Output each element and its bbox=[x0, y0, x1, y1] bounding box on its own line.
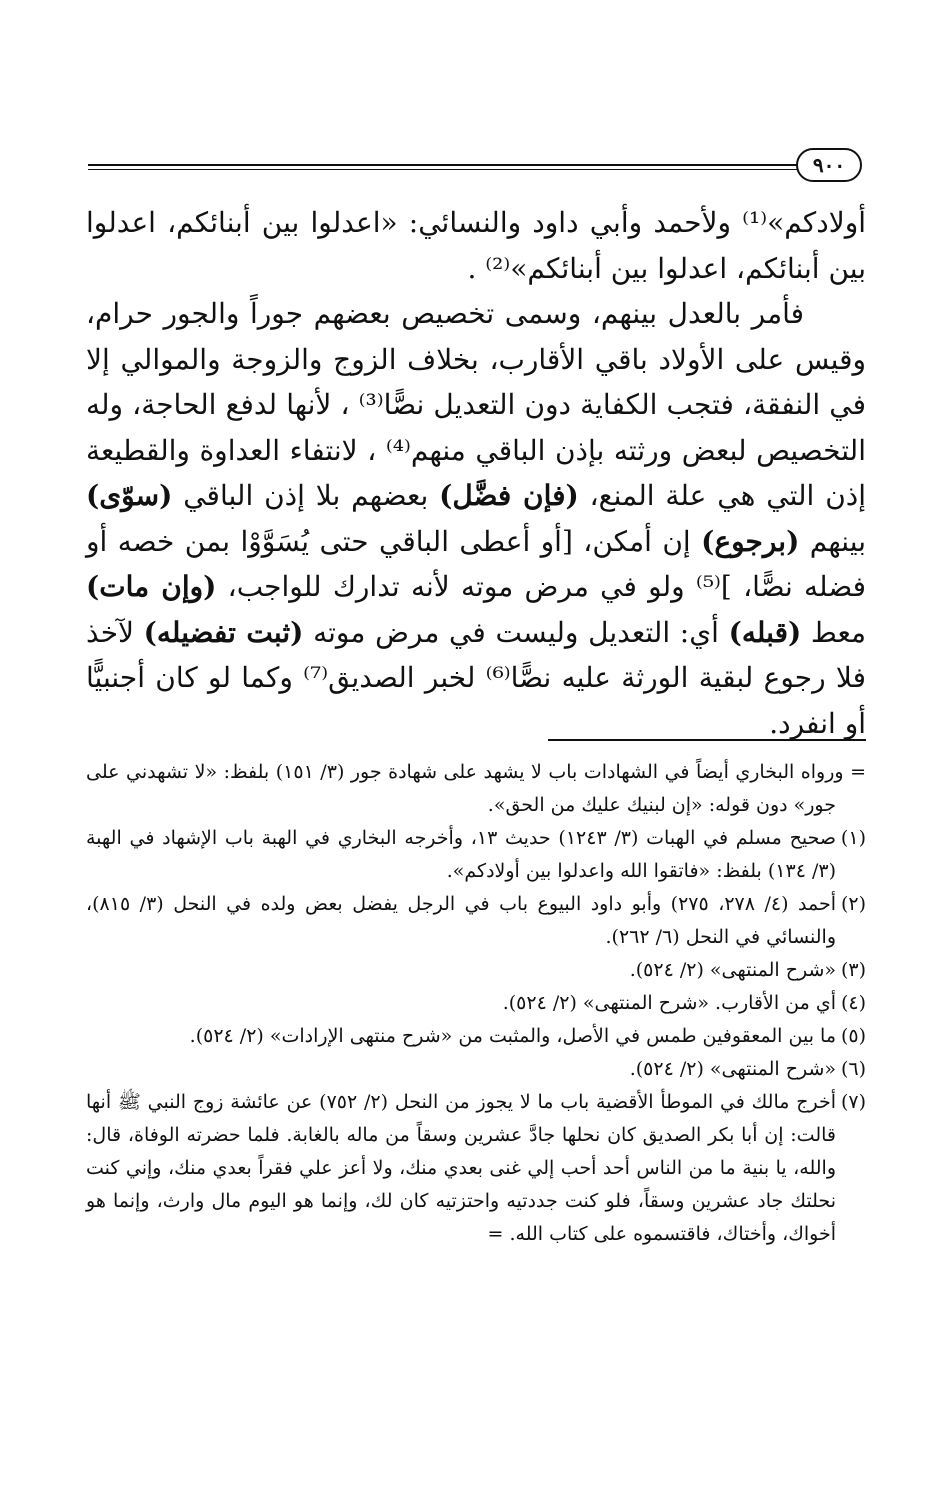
text-run: فأمر بالعدل بينهم، وسمى تخصيص بعضهم جوراً والجور حرام، وقيس على الأولاد باقي الأقارب، بخلاف الزوج والزوجة والموالي إلا في النفقة، فتجب الكفاية دون التعديل نصًّا⁽³⁾ ، لأنها لدفع الحاجة، وله التخصيص لبعض ورثته بإذن الباقي منهم⁽⁴⁾ ، لانتفاء العداوة والقطيعة إذن التي هي علة المنع، bbox=[86, 297, 867, 512]
bold-phrase: (برجوع) bbox=[701, 524, 800, 558]
footnote-number: (١) bbox=[840, 827, 866, 849]
footnote-number: (٤) bbox=[840, 992, 866, 1014]
footnote-text: «شرح المنتهى» (٢/ ٥٢٤). bbox=[629, 959, 836, 981]
footnote-number: (٥) bbox=[840, 1025, 866, 1047]
footnote-text: أحمد (٤/ ٢٧٨، ٢٧٥) وأبو داود البيوع باب في الرجل يفضل بعض ولده في النحل (٣/ ٨١٥)، والنسائي في النحل (٦/ ٢٦٢). bbox=[86, 893, 836, 948]
footnote-text: أي من الأقارب. «شرح المنتهى» (٢/ ٥٢٤). bbox=[502, 992, 836, 1014]
footnote-4 bbox=[86, 987, 866, 1020]
bold-phrase: (وإن مات) bbox=[86, 570, 217, 603]
page-header bbox=[88, 146, 862, 186]
header-rule bbox=[88, 164, 804, 166]
footnote-text: «شرح المنتهى» (٢/ ٥٢٤). bbox=[629, 1058, 836, 1080]
footnote-2 bbox=[86, 888, 866, 954]
footnote-text: ما بين المعقوفين طمس في الأصل، والمثبت من «شرح منتهى الإرادات» (٢/ ٥٢٤). bbox=[189, 1025, 836, 1047]
footnote-7 bbox=[86, 1086, 866, 1251]
footnote-number: (٧) bbox=[840, 1091, 866, 1113]
footnote-continuation: = ورواه البخاري أيضاً في الشهادات باب لا يشهد على شهادة جور (٣/ ١٥١) بلفظ: «لا تشهدني على جور» دون قوله: «إن لبنيك عليك من الحق». bbox=[86, 761, 866, 816]
footnotes bbox=[86, 756, 866, 1251]
bold-phrase: (فإن فضَّل) bbox=[439, 479, 579, 512]
bold-phrase: (قبله) bbox=[728, 615, 802, 649]
footnote-3 bbox=[86, 954, 866, 987]
footnote-6 bbox=[86, 1053, 866, 1086]
footnote-text: صحيح مسلم في الهبات (٣/ ١٢٤٣) حديث ١٣، وأخرجه البخاري في الهبة باب الإشهاد في الهبة (٣/ ١٣٤) بلفظ: «فاتقوا الله واعدلوا بين أولادكم». bbox=[86, 827, 836, 882]
main-text bbox=[86, 200, 866, 746]
footnote-number: (٢) bbox=[840, 893, 866, 915]
paragraph-2 bbox=[86, 291, 866, 746]
footnote-text: أخرج مالك في الموطأ الأقضية باب ما لا يجوز من النحل (٢/ ٧٥٢) عن عائشة زوج النبي ﷺ أنها قالت: إن أبا بكر الصديق كان نحلها جادَّ عشرين وسقاً من ماله بالغابة. فلما حضرته الوفاة، قال: والله، يا بنية ما من الناس أحد أحب إلي غنى بعدي منك، ولا أعز علي فقراً بعدي منك، وإني كنت نحلتك جاد عشرين وسقاً، فلو كنت جددتيه واحتزتيه كان لك، وإنما هو اليوم مال وارث، وإنما هو أخواك، وأختاك، فاقتسموه على كتاب الله. = bbox=[86, 1091, 836, 1245]
footnote-number: (٣) bbox=[840, 959, 866, 981]
footnote-1 bbox=[86, 822, 866, 888]
footnote-number: (٦) bbox=[840, 1058, 866, 1080]
text-run: لآخذ فلا رجوع لبقية الورثة عليه نصًّا⁽⁶⁾ لخبر الصديق⁽⁷⁾ وكما لو كان أجنبيًّا أو انفرد. bbox=[86, 615, 867, 740]
bold-phrase: (سوّى) bbox=[86, 479, 173, 512]
header-rule-thin bbox=[88, 169, 804, 170]
text-run: بعضهم بلا إذن الباقي bbox=[172, 479, 440, 512]
footnote-5 bbox=[86, 1020, 866, 1053]
footnote-divider bbox=[548, 739, 866, 741]
bold-phrase: (ثبت تفضيله) bbox=[143, 615, 304, 649]
page-number: ٩٠٠ bbox=[796, 148, 862, 182]
text-run: معط bbox=[801, 615, 867, 649]
text-run: بينهم bbox=[799, 524, 866, 558]
text-run: إن أمكن، [أو أعطى الباقي حتى يُسَوَّوْا بمن خصه أو فضله نصًّا، ]⁽⁵⁾ ولو في مرض موته لأنه تدارك للواجب، bbox=[86, 524, 866, 603]
text-run: أي: التعديل وليست في مرض موته bbox=[303, 615, 729, 649]
paragraph-1: أولادكم»⁽¹⁾ ولأحمد وأبي داود والنسائي: «اعدلوا بين أبنائكم، اعدلوا بين أبنائكم، اعدلوا بين أبنائكم»⁽²⁾ . bbox=[86, 206, 866, 285]
